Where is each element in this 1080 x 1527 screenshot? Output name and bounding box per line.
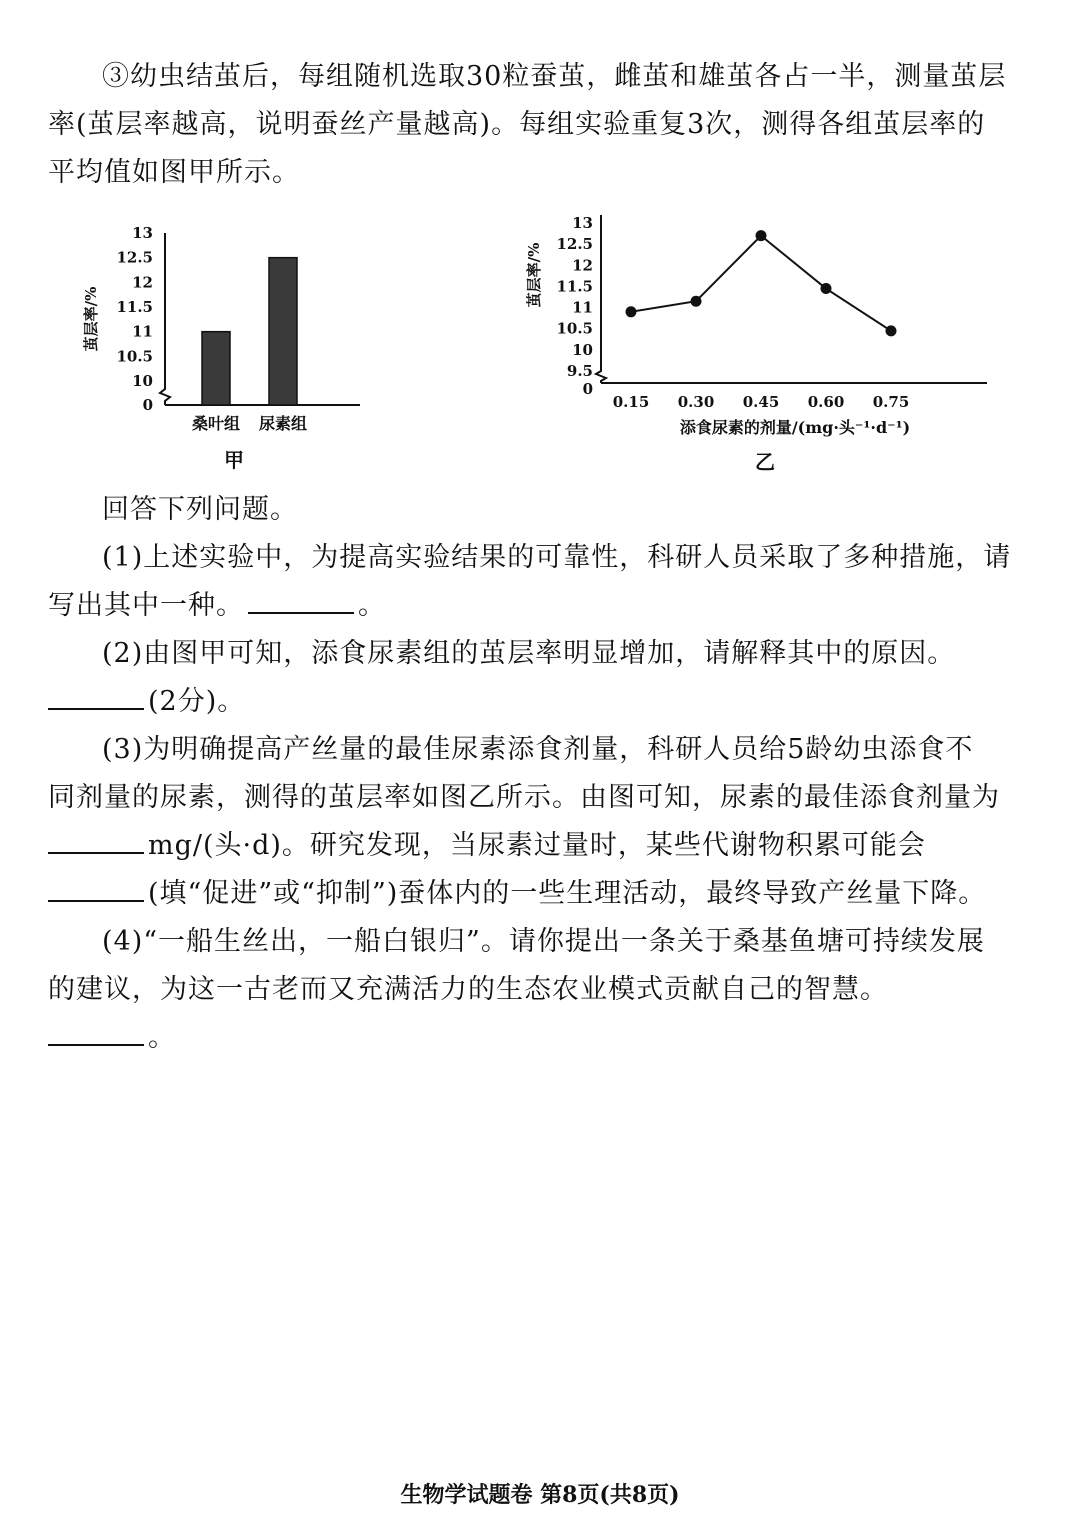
y-tick-label: 12 xyxy=(132,273,153,292)
data-point xyxy=(821,283,832,294)
x-tick-label: 0.30 xyxy=(677,393,715,411)
chart-yi xyxy=(515,205,995,445)
y-tick-label: 0 xyxy=(582,380,593,398)
data-point xyxy=(886,325,897,336)
y-tick-label: 0 xyxy=(142,396,153,414)
y-tick-label: 12 xyxy=(572,256,593,275)
page-footer: 生物学试题卷 第8页(共8页) xyxy=(400,1482,680,1508)
bar xyxy=(269,258,297,405)
y-tick-label: 10.5 xyxy=(116,347,153,366)
y-tick-label: 10 xyxy=(572,340,593,359)
y-tick-label: 10 xyxy=(132,372,153,390)
y-tick-label: 13 xyxy=(132,224,153,242)
intro-line: 率(茧层率越高，说明蚕丝产量越高)。每组实验重复3次，测得各组茧层率的 xyxy=(48,109,986,140)
y-tick-label: 12.5 xyxy=(116,248,153,267)
data-point xyxy=(626,306,637,317)
question-3: (3)为明确提高产丝量的最佳尿素添食剂量，科研人员给5龄幼虫添食不 同剂量的尿素，测得的茧层率如图乙所示。由图可知，尿素的最佳添食剂量为 mg/(头·d)。研究发现，当尿素过量时，某些代谢物积累可能会 (填“促进”或“抑制”)蚕体内的一些生理活动，最终导致产丝量下降。 xyxy=(48,734,1000,909)
y-tick-label: 9.5 xyxy=(566,362,593,380)
bar xyxy=(202,332,230,405)
x-axis-label: 添食尿素的剂量/(mg·头⁻¹·d⁻¹) xyxy=(679,418,911,437)
chart-jia-caption: 甲 xyxy=(224,448,244,472)
question-4: (4)“一船生丝出，一船白银归”。请你提出一条关于桑基鱼塘可持续发展 的建议，为这一古老而又充满活力的生态农业模式贡献自己的智慧。 。 xyxy=(48,926,985,1053)
data-point xyxy=(691,296,702,307)
answer-blank-4[interactable] xyxy=(48,1014,144,1046)
y-axis-line xyxy=(160,233,170,405)
data-line xyxy=(631,236,891,331)
chart-jia-svg xyxy=(70,215,380,435)
y-tick-label: 13 xyxy=(572,214,593,232)
y-tick-label: 11 xyxy=(132,322,153,341)
x-category-label: 桑叶组 xyxy=(191,414,241,433)
intro-line: 平均值如图甲所示。 xyxy=(48,157,300,188)
chart-yi-svg xyxy=(515,205,995,445)
y-tick-label: 10.5 xyxy=(556,319,593,338)
y-axis-label: 茧层率/% xyxy=(82,286,100,352)
x-tick-label: 0.15 xyxy=(612,393,650,411)
chart-yi-caption: 乙 xyxy=(755,450,775,474)
question-1: (1)上述实验中，为提高实验结果的可靠性，科研人员采取了多种措施，请 写出其中一种。 。 xyxy=(48,542,1012,621)
intro-paragraph xyxy=(48,53,1014,197)
y-axis-label: 茧层率/% xyxy=(525,242,543,308)
y-tick-label: 11 xyxy=(572,298,593,317)
y-axis-line xyxy=(596,215,606,383)
questions xyxy=(48,486,1014,1062)
x-tick-label: 0.60 xyxy=(807,393,845,411)
x-tick-label: 0.45 xyxy=(742,393,780,411)
chart-jia xyxy=(70,215,380,435)
answer-blank-3b[interactable] xyxy=(48,870,144,902)
answer-blank-2[interactable] xyxy=(48,678,144,710)
question-2: (2)由图甲可知，添食尿素组的茧层率明显增加，请解释其中的原因。 (2分)。 xyxy=(48,630,1014,726)
data-point xyxy=(756,230,767,241)
x-category-label: 尿素组 xyxy=(258,414,308,433)
answer-blank-1[interactable] xyxy=(248,582,354,614)
question-lead: 回答下列问题。 xyxy=(102,494,298,525)
x-tick-label: 0.75 xyxy=(872,393,910,411)
y-tick-label: 11.5 xyxy=(556,277,593,296)
intro-line: ③幼虫结茧后，每组随机选取30粒蚕茧，雌茧和雄茧各占一半，测量茧层 xyxy=(102,61,1007,92)
answer-blank-3a[interactable] xyxy=(48,822,144,854)
y-tick-label: 11.5 xyxy=(116,298,153,316)
y-tick-label: 12.5 xyxy=(556,235,593,254)
